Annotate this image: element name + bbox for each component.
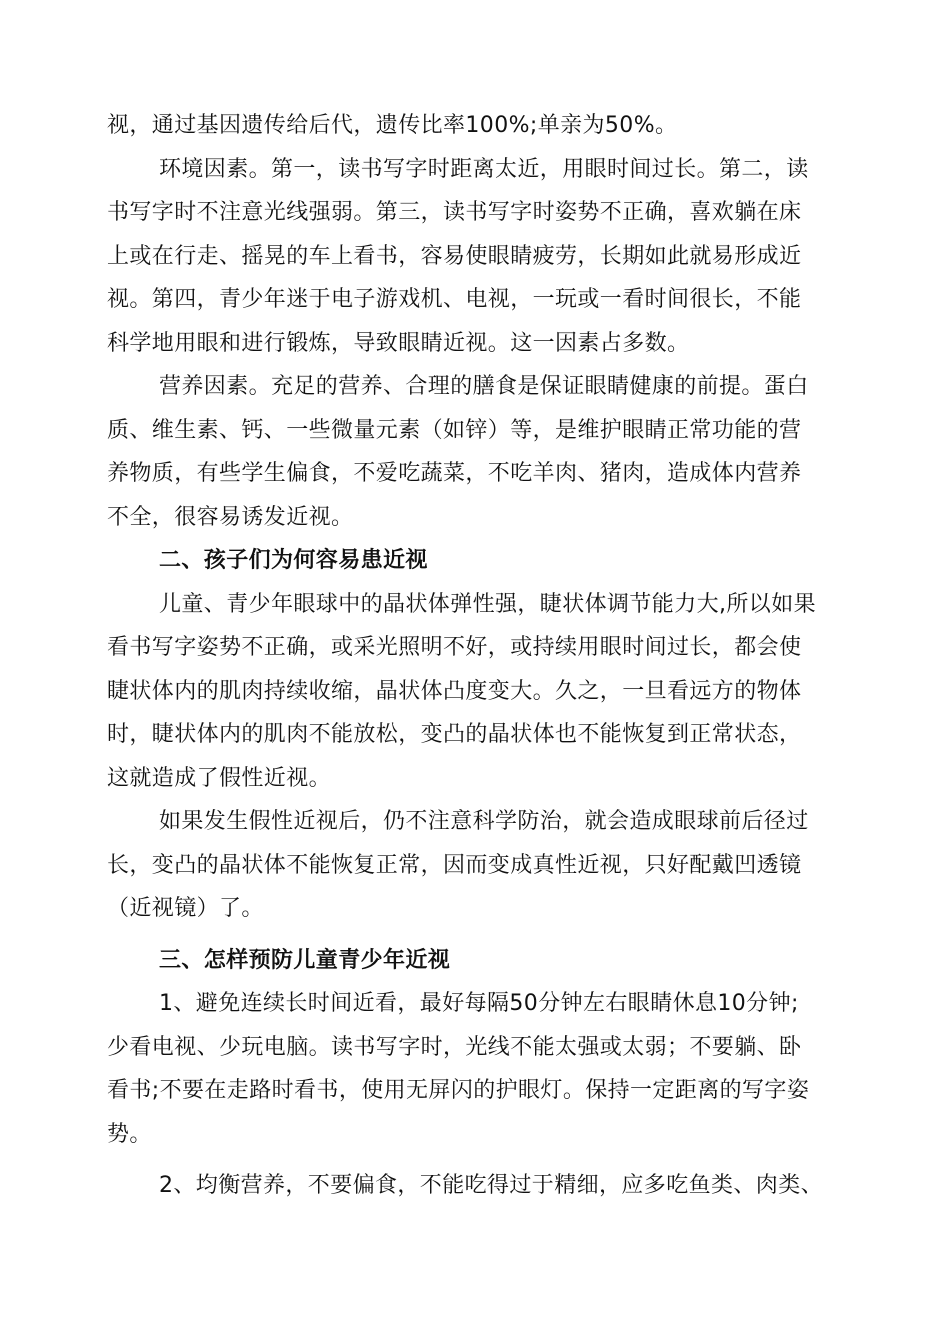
body-text-line: 长，变凸的晶状体不能恢复正常，因而变成真性近视，只好配戴凹透镜 — [107, 852, 802, 878]
body-text-line: 少看电视、少玩电脑。读书写字时，光线不能太强或太弱；不要躺、卧 — [107, 1034, 802, 1060]
body-text-line: 势。 — [107, 1121, 152, 1147]
paragraph-why-myopia: 儿童、青少年眼球中的晶状体弹性强，睫状体调节能力大,所以如果 — [159, 591, 816, 617]
section-heading-2: 二、孩子们为何容易患近视 — [159, 548, 428, 573]
body-text-line: 不全，很容易诱发近视。 — [107, 504, 354, 530]
body-text-line: 书写字时不注意光线强弱。第三，读书写字时姿势不正确，喜欢躺在床 — [107, 200, 802, 225]
body-text-line: 时，睫状体内的肌肉不能放松，变凸的晶状体也不能恢复到正常状态， — [107, 722, 802, 747]
spacer — [107, 931, 847, 939]
body-text-line: 睫状体内的肌肉持续收缩，晶状体凸度变大。久之，一旦看远方的物体 — [107, 678, 802, 704]
section-heading-3: 三、怎样预防儿童青少年近视 — [159, 947, 451, 973]
list-item-1: 1、避免连续长时间近看，最好每隔50分钟左右眼睛休息10分钟; — [159, 991, 799, 1016]
paragraph-environment-factors: 环境因素。第一，读书写字时距离太近，用眼时间过长。第二，读 — [159, 156, 809, 182]
body-text-line: 看书;不要在走路时看书，使用无屏闪的护眼灯。保持一定距离的写字姿 — [107, 1078, 810, 1103]
paragraph-nutrition-factors: 营养因素。充足的营养、合理的膳食是保证眼睛健康的前提。蛋白 — [159, 374, 809, 399]
body-text-line: 质、维生素、钙、一些微量元素（如锌）等，是维护眼睛正常功能的营 — [107, 417, 802, 443]
body-text-line: 科学地用眼和进行锻炼，导致眼睛近视。这一因素占多数。 — [107, 330, 690, 356]
body-text-line: （近视镜）了。 — [107, 896, 264, 921]
body-text-line: 看书写字姿势不正确，或采光照明不好，或持续用眼时间过长，都会使 — [107, 635, 802, 660]
paragraph-pseudo-myopia: 如果发生假性近视后，仍不注意科学防治，就会造成眼球前后径过 — [159, 809, 809, 834]
body-text-line: 上或在行走、摇晃的车上看书，容易使眼睛疲劳，长期如此就易形成近 — [107, 243, 802, 269]
document-page — [107, 104, 847, 1208]
spacer — [107, 1156, 847, 1164]
body-text-line: 视。第四，青少年迷于电子游戏机、电视，一玩或一看时间很长，不能 — [107, 287, 802, 312]
list-item-2: 2、均衡营养，不要偏食，不能吃得过于精细，应多吃鱼类、肉类、 — [159, 1173, 823, 1198]
body-text-line: 这就造成了假性近视。 — [107, 765, 332, 791]
body-text-line: 视，通过基因遗传给后代，遗传比率100%;单亲为50%。 — [107, 113, 678, 138]
body-text-line: 养物质，有些学生偏食，不爱吃蔬菜，不吃羊肉、猪肉，造成体内营养 — [107, 461, 802, 486]
